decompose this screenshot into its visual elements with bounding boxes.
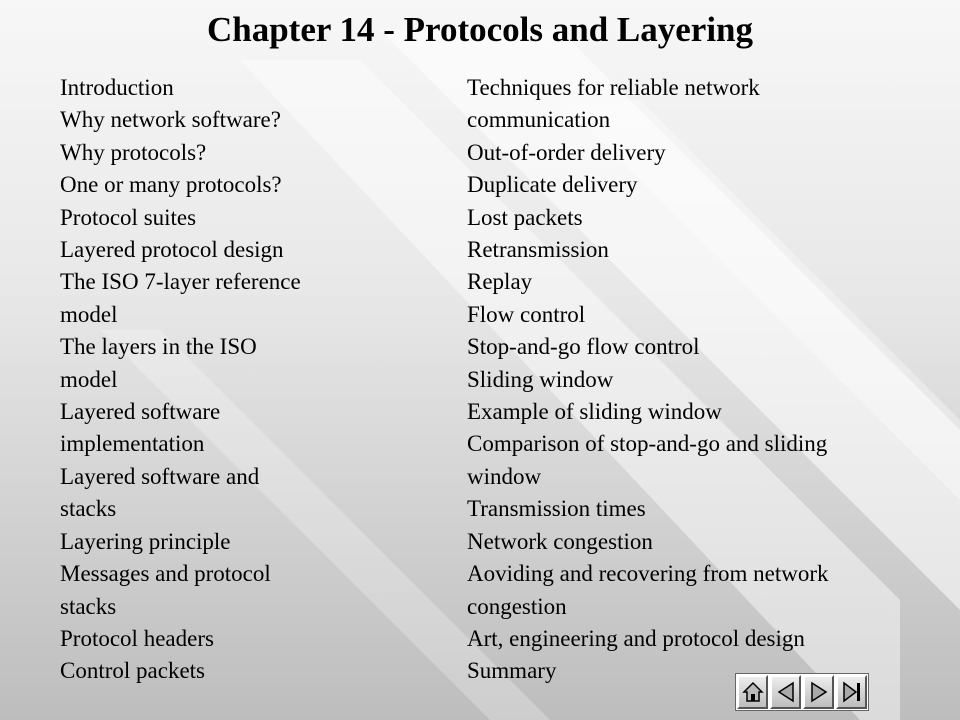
topic-item: Transmission times (467, 496, 646, 522)
topic-item: Example of sliding window (467, 399, 722, 425)
topic-item: Lost packets (467, 204, 583, 230)
topic-item: Why protocols? (60, 139, 207, 165)
topic-item: Stop-and-go flow control (467, 334, 700, 360)
slide-title: Chapter 14 - Protocols and Layering (206, 10, 754, 49)
topic-item: Network congestion (467, 528, 653, 554)
topic-item: Layered software and (60, 463, 260, 489)
topic-item: window (467, 463, 542, 489)
topic-item: The layers in the ISO (60, 334, 257, 360)
topic-item: Introduction (60, 75, 174, 100)
topic-item: Comparison of stop-and-go and sliding (467, 431, 828, 457)
slide-navigation (735, 673, 869, 711)
topic-item: Sliding window (467, 366, 614, 392)
home-icon (742, 681, 764, 703)
topic-list-right (467, 72, 907, 688)
topic-item: congestion (467, 593, 567, 619)
topic-item: Flow control (467, 301, 586, 327)
topic-item: Control packets (60, 658, 205, 684)
topic-item: model (60, 366, 118, 392)
topic-item: Techniques for reliable network (467, 75, 760, 100)
topic-item: stacks (60, 496, 117, 522)
topic-item: communication (467, 107, 611, 133)
topic-item: Protocol headers (60, 625, 214, 651)
topic-item: implementation (60, 431, 205, 457)
previous-icon (776, 681, 796, 703)
previous-button[interactable] (770, 675, 801, 709)
topic-item: Summary (467, 658, 557, 684)
topic-item: Out-of-order delivery (467, 139, 666, 165)
topic-item: Duplicate delivery (467, 172, 638, 198)
topic-item: Why network software? (60, 107, 281, 133)
topic-item: Layered software (60, 399, 221, 425)
end-button[interactable] (836, 675, 867, 709)
topic-item: The ISO 7-layer reference (60, 269, 301, 295)
topic-item: Layered protocol design (60, 237, 284, 263)
topic-item: Protocol suites (60, 204, 197, 230)
next-button[interactable] (803, 675, 834, 709)
topic-item: model (60, 301, 118, 327)
topic-list-left (60, 72, 350, 688)
topic-item: Replay (467, 269, 533, 295)
topic-item: Messages and protocol (60, 561, 271, 587)
topic-item: One or many protocols? (60, 172, 282, 198)
next-icon (809, 681, 829, 703)
topic-item: Art, engineering and protocol design (467, 625, 805, 651)
end-icon (842, 681, 862, 703)
topic-item: stacks (60, 593, 117, 619)
topic-item: Layering principle (60, 528, 231, 554)
topic-item: Retransmission (467, 237, 609, 263)
home-button[interactable] (737, 675, 768, 709)
topic-item: Aoviding and recovering from network (467, 561, 829, 587)
